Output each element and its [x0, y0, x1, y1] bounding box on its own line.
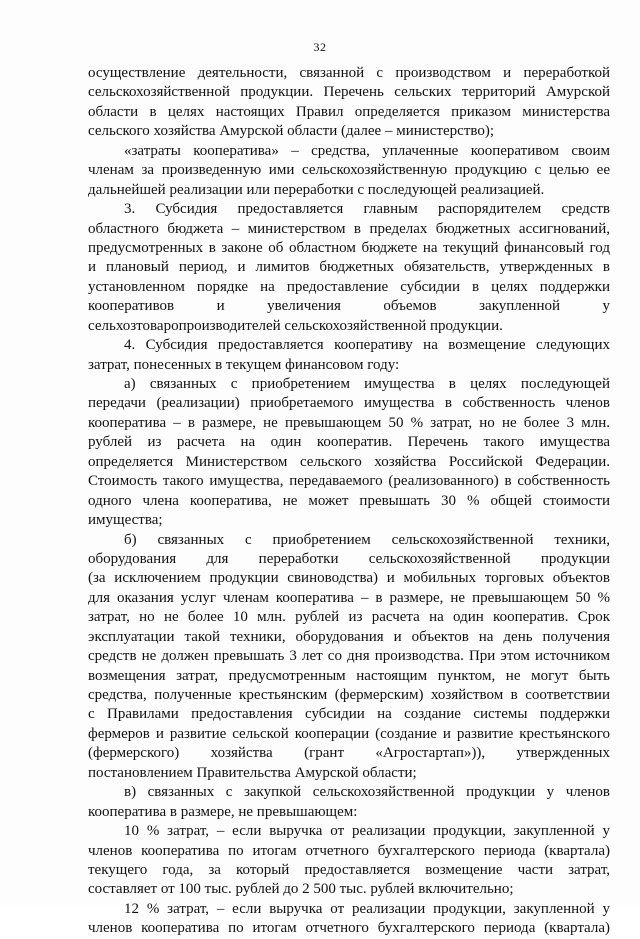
page-number: 32: [313, 40, 327, 54]
text-line: б) связанных с приобретением сельскохозяйственной техники,: [124, 531, 610, 548]
text-line: членам за произведенную ими сельскохозяйственную продукцию с целью ее: [88, 162, 610, 179]
text-line: области в целях настоящих Правил определяется приказом министерства: [88, 103, 610, 120]
text-line: одного члена кооператива, не может превышать 30 % общей стоимости: [88, 492, 610, 509]
text-line: «затраты кооператива» – средства, уплаченные кооперативом своим: [124, 142, 610, 159]
text-line: составляет от 100 тыс. рублей до 2 500 тыс. рублей включительно;: [88, 881, 514, 898]
text-line: областного бюджета – министерством в пределах бюджетных ассигнований,: [88, 220, 610, 237]
document-body: [88, 64, 610, 939]
text-line: средства, полученные крестьянским (фермерским) хозяйством в соответствии: [88, 687, 610, 703]
text-line: затрат, но не более 10 млн. рублей из расчета на один кооператив. Срок: [88, 609, 610, 626]
text-line: (фермерского) хозяйства (грант «Агростартап»)), утвержденных: [88, 745, 610, 762]
text-line: для оказания услуг членам кооператива – в размере, не превышающем 50 %: [88, 589, 610, 606]
text-line: средств не должен превышать 3 лет со дня производства. При этом источником: [88, 648, 610, 665]
text-line: предусмотренных в законе об областном бюджете на текущий финансовый год: [88, 239, 610, 256]
text-line: установленном порядке на предоставление субсидии в целях поддержки: [88, 278, 610, 295]
text-line: а) связанных с приобретением имущества в целях последующей: [124, 376, 610, 392]
text-line: кооператива в размере, не превышающем:: [88, 803, 358, 820]
text-line: кооператива – в размере, не превышающем 50 % затрат, но не более 3 млн.: [88, 414, 610, 431]
text-line: сельскохозяйственной продукции. Перечень сельских территорий Амурской: [88, 84, 610, 101]
text-line: постановлением Правительства Амурской области;: [88, 764, 417, 781]
text-line: 10 % затрат, – если выручка от реализации продукции, закупленной у: [124, 823, 610, 840]
text-line: осуществление деятельности, связанной с производством и переработкой: [88, 65, 610, 81]
text-line: имущества;: [88, 512, 163, 529]
text-line: 4. Субсидия предоставляется кооперативу на возмещение следующих: [124, 337, 610, 354]
text-line: сельхозтоваропроизводителей сельскохозяйственной продукции.: [88, 317, 503, 334]
text-line: 12 % затрат, – если выручка от реализации продукции, закупленной у: [124, 900, 610, 917]
text-line: затрат, понесенных в текущем финансовом году:: [88, 356, 400, 373]
text-line: текущего года, за который предоставляется возмещение части затрат,: [88, 861, 610, 878]
text-line: определяется Министерством сельского хозяйства Российской Федерации.: [88, 453, 610, 470]
text-line: оборудования для переработки сельскохозяйственной продукции: [88, 550, 610, 567]
text-line: членов кооператива по итогам отчетного бухгалтерского периода (квартала): [88, 920, 610, 937]
text-line: с Правилами предоставления субсидии на создание системы поддержки: [88, 706, 610, 723]
text-line: кооперативов и увеличения объемов закупленной у: [88, 298, 610, 315]
text-line: и плановый период, и лимитов бюджетных обязательств, утвержденных в: [88, 259, 610, 276]
text-line: 3. Субсидия предоставляется главным распорядителем средств: [124, 201, 610, 218]
text-line: Стоимость такого имущества, передаваемого (реализованного) в собственность: [88, 473, 610, 490]
text-line: сельского хозяйства Амурской области (далее – министерство);: [88, 123, 495, 140]
text-line: дальнейшей реализации или переработки с последующей реализацией.: [88, 181, 545, 198]
text-line: членов кооператива по итогам отчетного бухгалтерского периода (квартала): [88, 842, 610, 859]
text-line: эксплуатации такой техники, оборудования и объектов на день получения: [88, 628, 610, 645]
text-line: рублей из расчета на один кооператив. Перечень такого имущества: [88, 434, 610, 451]
text-line: в) связанных с закупкой сельскохозяйственной продукции у членов: [124, 784, 610, 801]
text-line: возмещения затрат, предусмотренным настоящим пунктом, не могут быть: [88, 667, 610, 684]
text-line: передачи (реализации) приобретаемого имущества в собственность членов: [88, 395, 610, 412]
text-line: (за исключением продукции свиноводства) и мобильных торговых объектов: [88, 570, 610, 587]
text-line: фермеров и развитие сельской кооперации (создание и развитие крестьянского: [88, 725, 610, 742]
